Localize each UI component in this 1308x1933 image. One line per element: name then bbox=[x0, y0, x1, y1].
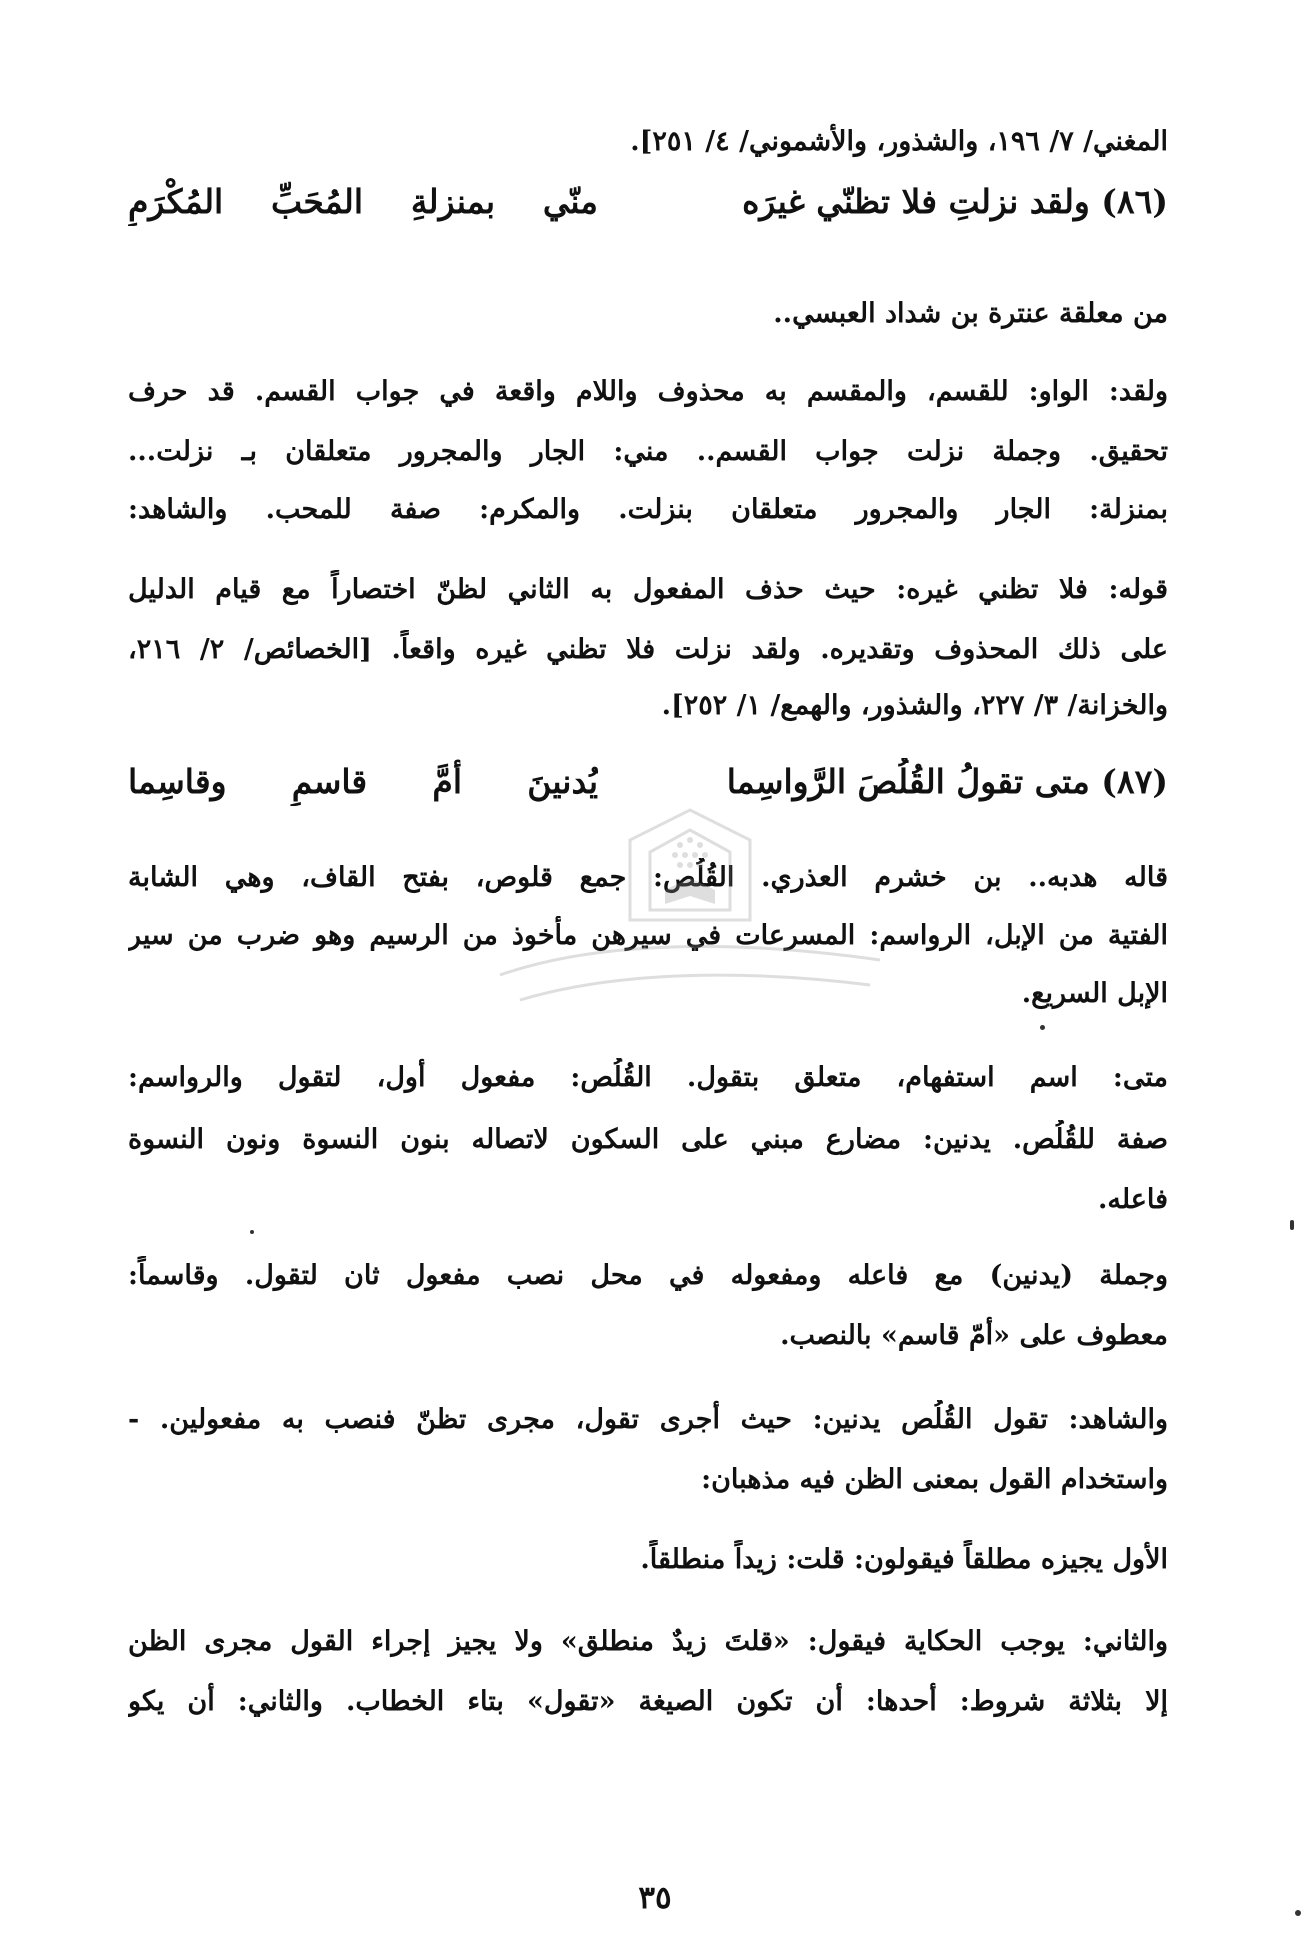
text-line: فاعله. bbox=[1097, 1184, 1168, 1215]
scan-speck bbox=[1295, 1910, 1301, 1916]
text-line: قاله هدبه.. بن خشرم العذري. القُلُص: جمع قلوص، بفتح القاف، وهي الشابة bbox=[128, 862, 1168, 893]
verse-86 bbox=[128, 178, 1168, 226]
text-line: والخزانة/ ٣/ ٢٢٧، والشذور، والهمع/ ١/ ٢٥٢]. bbox=[661, 690, 1168, 721]
text-line: الأول يجيزه مطلقاً فيقولون: قلت: زيداً منطلقاً. bbox=[640, 1544, 1168, 1575]
text-line: إلا بثلاثة شروط: أحدها: أن تكون الصيغة «تقول» بتاء الخطاب. والثاني: أن يكو bbox=[128, 1686, 1168, 1717]
text-line: صفة للقُلُص. يدنين: مضارع مبني على السكون لاتصاله بنون النسوة ونون النسوة bbox=[128, 1124, 1168, 1155]
text-line: الإبل السريع. bbox=[1021, 978, 1168, 1009]
scan-speck bbox=[1290, 1220, 1294, 1230]
text-line: الفتية من الإبل، الرواسم: المسرعات في سيرهن مأخوذ من الرسيم وهو ضرب من سير bbox=[128, 920, 1168, 951]
verse-87-first-hemistich: (٨٧) متى تقولُ القُلُصَ الرَّواسِما bbox=[726, 762, 1168, 801]
scan-speck bbox=[250, 1230, 254, 1234]
page-number: ٣٥ bbox=[638, 1880, 672, 1916]
text-line: تحقيق. وجملة نزلت جواب القسم.. مني: الجار والمجرور متعلقان بـ نزلت... bbox=[128, 436, 1168, 467]
text-line: قوله: فلا تظني غيره: حيث حذف المفعول به الثاني لظنّ اختصاراً مع قيام الدليل bbox=[128, 574, 1168, 605]
text-line: معطوف على «أمّ قاسم» بالنصب. bbox=[780, 1320, 1168, 1351]
scan-speck bbox=[1040, 1025, 1045, 1030]
text-line: ولقد: الواو: للقسم، والمقسم به محذوف واللام واقعة في جواب القسم. قد حرف bbox=[128, 376, 1168, 407]
text-line: واستخدام القول بمعنى الظن فيه مذهبان: bbox=[701, 1464, 1168, 1495]
text-line: والشاهد: تقول القُلُص يدنين: حيث أجرى تقول، مجرى تظنّ فنصب به مفعولين. - bbox=[128, 1404, 1168, 1435]
text-line: متى: اسم استفهام، متعلق بتقول. القُلُص: مفعول أول، لتقول والرواسم: bbox=[128, 1062, 1168, 1093]
text-line: بمنزلة: الجار والمجرور متعلقان بنزلت. والمكرم: صفة للمحب. والشاهد: bbox=[128, 494, 1168, 525]
library-seal-watermark bbox=[480, 800, 900, 1060]
text-line: والثاني: يوجب الحكاية فيقول: «قلتَ زيدٌ منطلق» ولا يجيز إجراء القول مجرى الظن bbox=[128, 1626, 1168, 1657]
text-line: وجملة (يدنين) مع فاعله ومفعوله في محل نصب مفعول ثان لتقول. وقاسماً: bbox=[128, 1260, 1168, 1291]
verse-86-second-hemistich: منّي بمنزلةِ المُحَبِّ المُكْرَمِ bbox=[128, 182, 598, 221]
text-line: المغني/ ٧/ ١٩٦، والشذور، والأشموني/ ٤/ ٢٥١]. bbox=[630, 126, 1168, 157]
verse-87 bbox=[128, 758, 1168, 806]
verse-86-first-hemistich: (٨٦) ولقد نزلتِ فلا تظنّي غيرَه bbox=[742, 182, 1168, 221]
text-line: على ذلك المحذوف وتقديره. ولقد نزلت فلا تظني غيره واقعاً. [الخصائص/ ٢/ ٢١٦، bbox=[128, 634, 1168, 665]
text-line: من معلقة عنترة بن شداد العبسي.. bbox=[773, 298, 1168, 329]
verse-87-second-hemistich: يُدنينَ أمَّ قاسمٍ وقاسِما bbox=[128, 762, 598, 801]
